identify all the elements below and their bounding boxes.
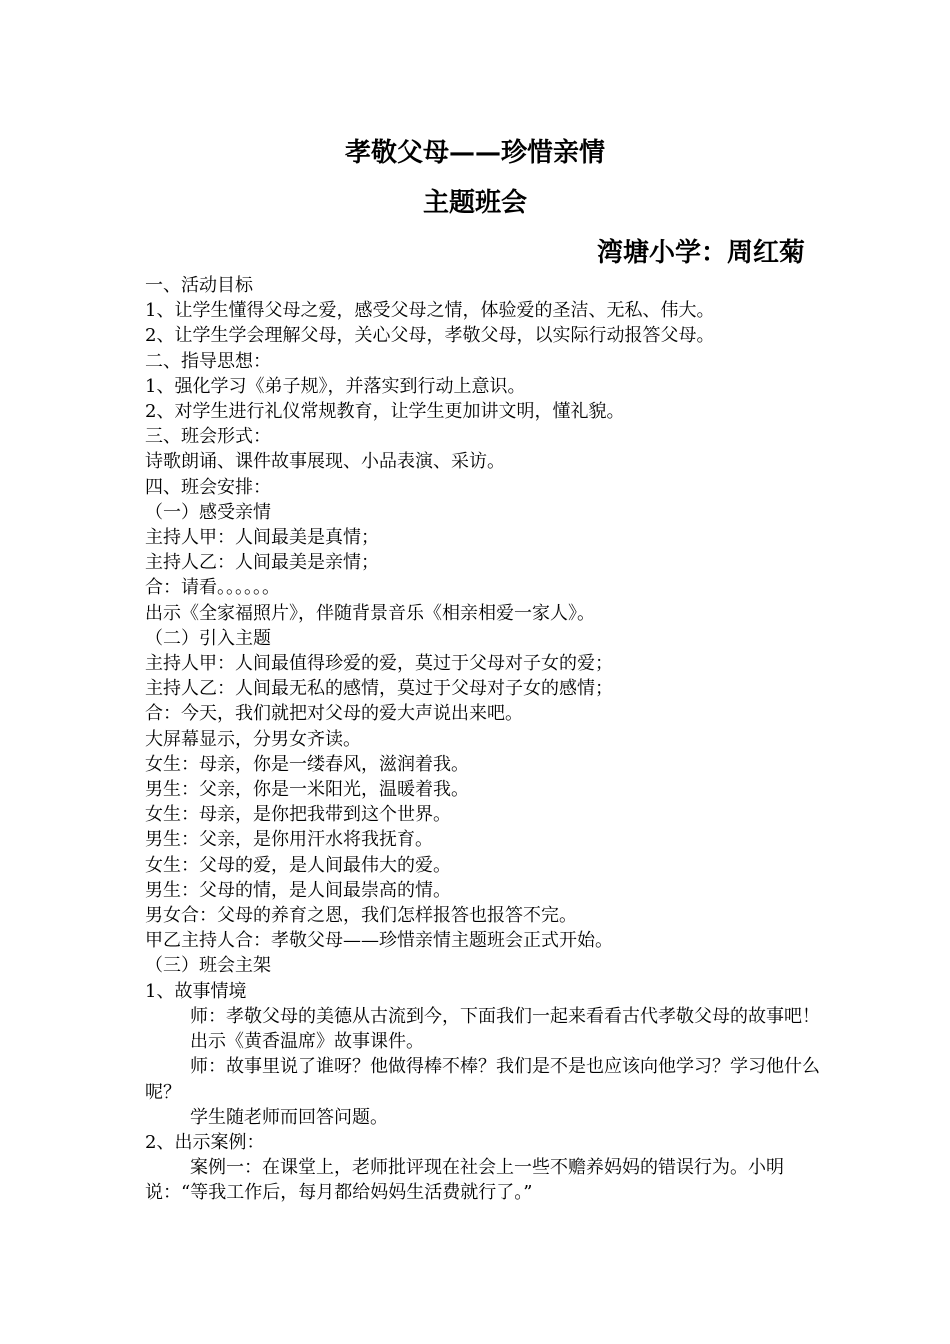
paragraph-line: 男生：父亲，是你用汗水将我抚育。 xyxy=(145,829,433,851)
paragraph-line: 出示《全家福照片》，伴随背景音乐《相亲相爱一家人》。 xyxy=(145,602,595,624)
paragraph-line: 男生：父亲，你是一米阳光，温暖着我。 xyxy=(145,779,469,801)
paragraph-line: 大屏幕显示，分男女齐读。 xyxy=(145,728,361,750)
paragraph-line: 主持人乙：人间最美是亲情； xyxy=(145,552,379,574)
indented-paragraph: 师：故事里说了谁呀？他做得棒不棒？我们是不是也应该向他学习？学习他什么呢？ xyxy=(145,1056,820,1103)
paragraph-line: 2、对学生进行礼仪常规教育，让学生更加讲文明，懂礼貌。 xyxy=(145,401,625,423)
document-body xyxy=(145,273,825,1206)
paragraph-line: 2、出示案例： xyxy=(145,1131,265,1153)
section-heading: 三、班会形式： xyxy=(145,426,271,448)
paragraph-line: 2、让学生学会理解父母，关心父母，孝敬父母，以实际行动报答父母。 xyxy=(145,325,715,347)
subsection-heading: （二）引入主题 xyxy=(145,627,271,649)
indented-paragraph: 师：孝敬父母的美德从古流到今，下面我们一起来看看古代孝敬父母的故事吧！ xyxy=(190,1005,820,1027)
paragraph-line: 1、故事情境 xyxy=(145,980,247,1002)
section-heading: 四、班会安排： xyxy=(145,476,271,498)
paragraph-line: 1、强化学习《弟子规》，并落实到行动上意识。 xyxy=(145,375,526,397)
paragraph-line: 女生：父母的爱，是人间最伟大的爱。 xyxy=(145,854,451,876)
paragraph-line: 主持人甲：人间最美是真情； xyxy=(145,527,379,549)
section-heading: 一、活动目标 xyxy=(145,275,253,296)
section-heading: 二、指导思想： xyxy=(145,350,271,372)
paragraph-line: 诗歌朗诵、课件故事展现、小品表演、采访。 xyxy=(145,451,505,473)
document-title: 孝敬父母——珍惜亲情 xyxy=(344,138,605,168)
paragraph-line: 合：请看。。。。。。 xyxy=(145,577,280,599)
author-line: 湾塘小学：周红菊 xyxy=(596,238,805,268)
subsection-heading: （三）班会主架 xyxy=(145,955,271,977)
indented-paragraph: 出示《黄香温席》故事课件。 xyxy=(190,1031,424,1053)
paragraph-line: 合：今天，我们就把对父母的爱大声说出来吧。 xyxy=(145,703,523,725)
paragraph-line: 男女合：父母的养育之恩，我们怎样报答也报答不完。 xyxy=(145,905,577,927)
paragraph-line: 甲乙主持人合：孝敬父母——珍惜亲情主题班会正式开始。 xyxy=(145,930,613,952)
paragraph-line: 女生：母亲，你是一缕春风，滋润着我。 xyxy=(145,753,469,775)
subsection-heading: （一）感受亲情 xyxy=(145,501,271,523)
paragraph-line: 男生：父母的情，是人间最崇高的情。 xyxy=(145,879,451,901)
paragraph-line: 1、让学生懂得父母之爱，感受父母之情，体验爱的圣洁、无私、伟大。 xyxy=(145,300,715,322)
indented-paragraph: 案例一：在课堂上，老师批评现在社会上一些不赡养妈妈的错误行为。小明说：“等我工作后，每月都给妈妈生活费就行了。” xyxy=(145,1157,784,1204)
document-subtitle: 主题班会 xyxy=(422,188,527,218)
paragraph-line: 主持人乙：人间最无私的感情，莫过于父母对子女的感情； xyxy=(145,678,613,700)
paragraph-line: 女生：母亲，是你把我带到这个世界。 xyxy=(145,804,451,826)
indented-paragraph: 学生随老师而回答问题。 xyxy=(190,1106,388,1128)
paragraph-line: 主持人甲：人间最值得珍爱的爱，莫过于父母对子女的爱； xyxy=(145,653,613,675)
